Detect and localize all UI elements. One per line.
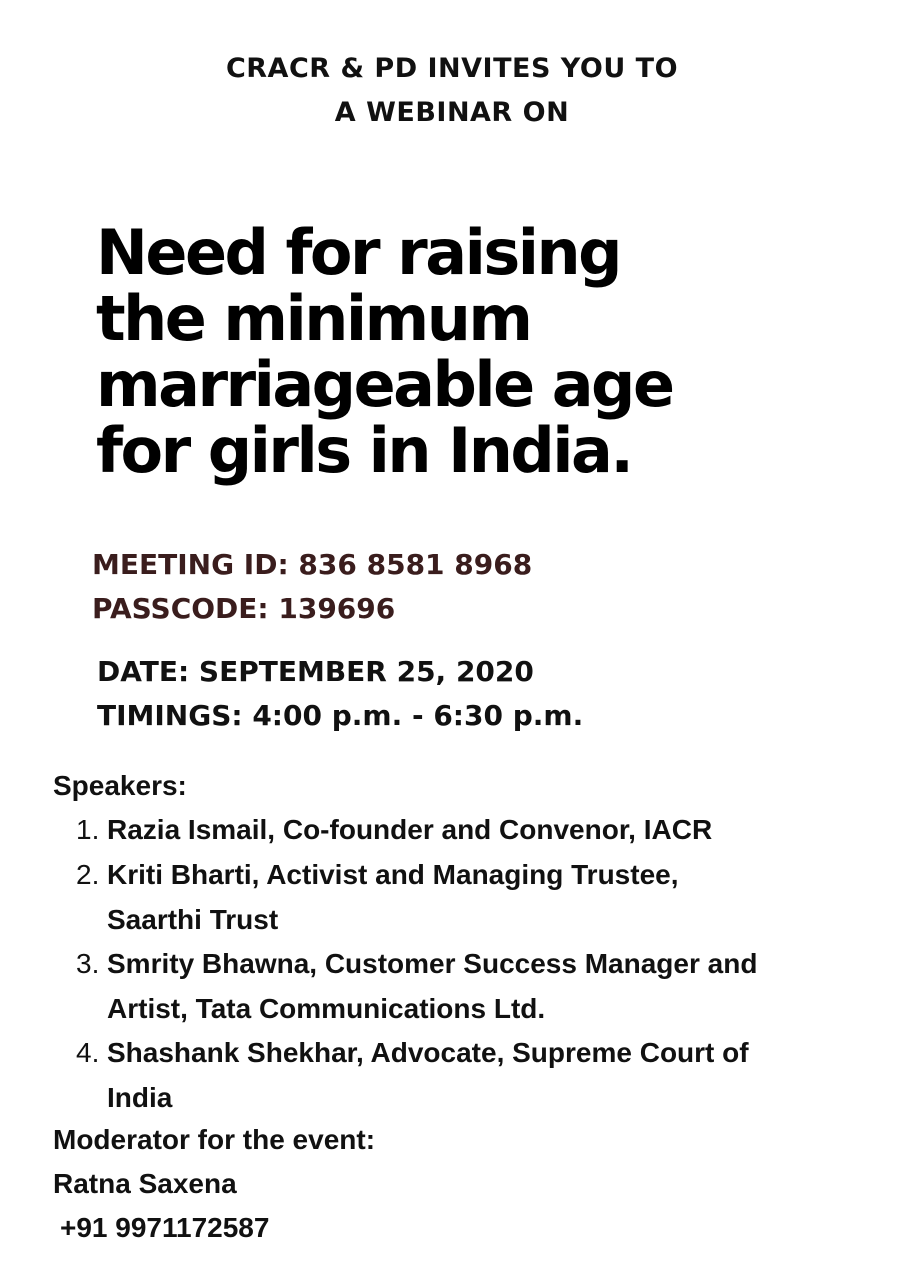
speaker-text: Razia Ismail, Co-founder and Convenor, IACR [107, 814, 713, 845]
meeting-id: MEETING ID: 836 8581 8968 [92, 548, 533, 581]
invite-line-2: A WEBINAR ON [334, 97, 570, 128]
invite-line-1: CRACR & PD INVITES YOU TO [225, 53, 679, 84]
title-line-1: Need for raising [96, 216, 621, 289]
speaker-text: Shashank Shekhar, Advocate, Supreme Court of India [107, 1037, 749, 1113]
meeting-passcode: PASSCODE: 139696 [92, 592, 396, 625]
event-date: DATE: SEPTEMBER 25, 2020 [97, 655, 534, 688]
speaker-number: 1. [76, 814, 100, 845]
speaker-text: Kriti Bharti, Activist and Managing Trustee, Saarthi Trust [107, 859, 679, 935]
moderator-heading: Moderator for the event: [53, 1124, 376, 1155]
title-line-3: marriageable age [96, 348, 673, 421]
speaker-number: 2. [76, 859, 100, 890]
moderator-name: Ratna Saxena [53, 1168, 237, 1199]
speaker-number: 3. [76, 948, 100, 979]
webinar-title [96, 216, 816, 487]
moderator-phone: +91 9971172587 [60, 1212, 270, 1243]
event-timings: TIMINGS: 4:00 p.m. - 6:30 p.m. [97, 699, 584, 732]
speaker-number: 4. [76, 1037, 100, 1068]
title-line-2: the minimum [96, 282, 531, 355]
speakers-heading: Speakers: [53, 770, 187, 801]
title-line-4: for girls in India. [96, 414, 632, 487]
speaker-text: Smrity Bhawna, Customer Success Manager and Artist, Tata Communications Ltd. [107, 948, 758, 1024]
